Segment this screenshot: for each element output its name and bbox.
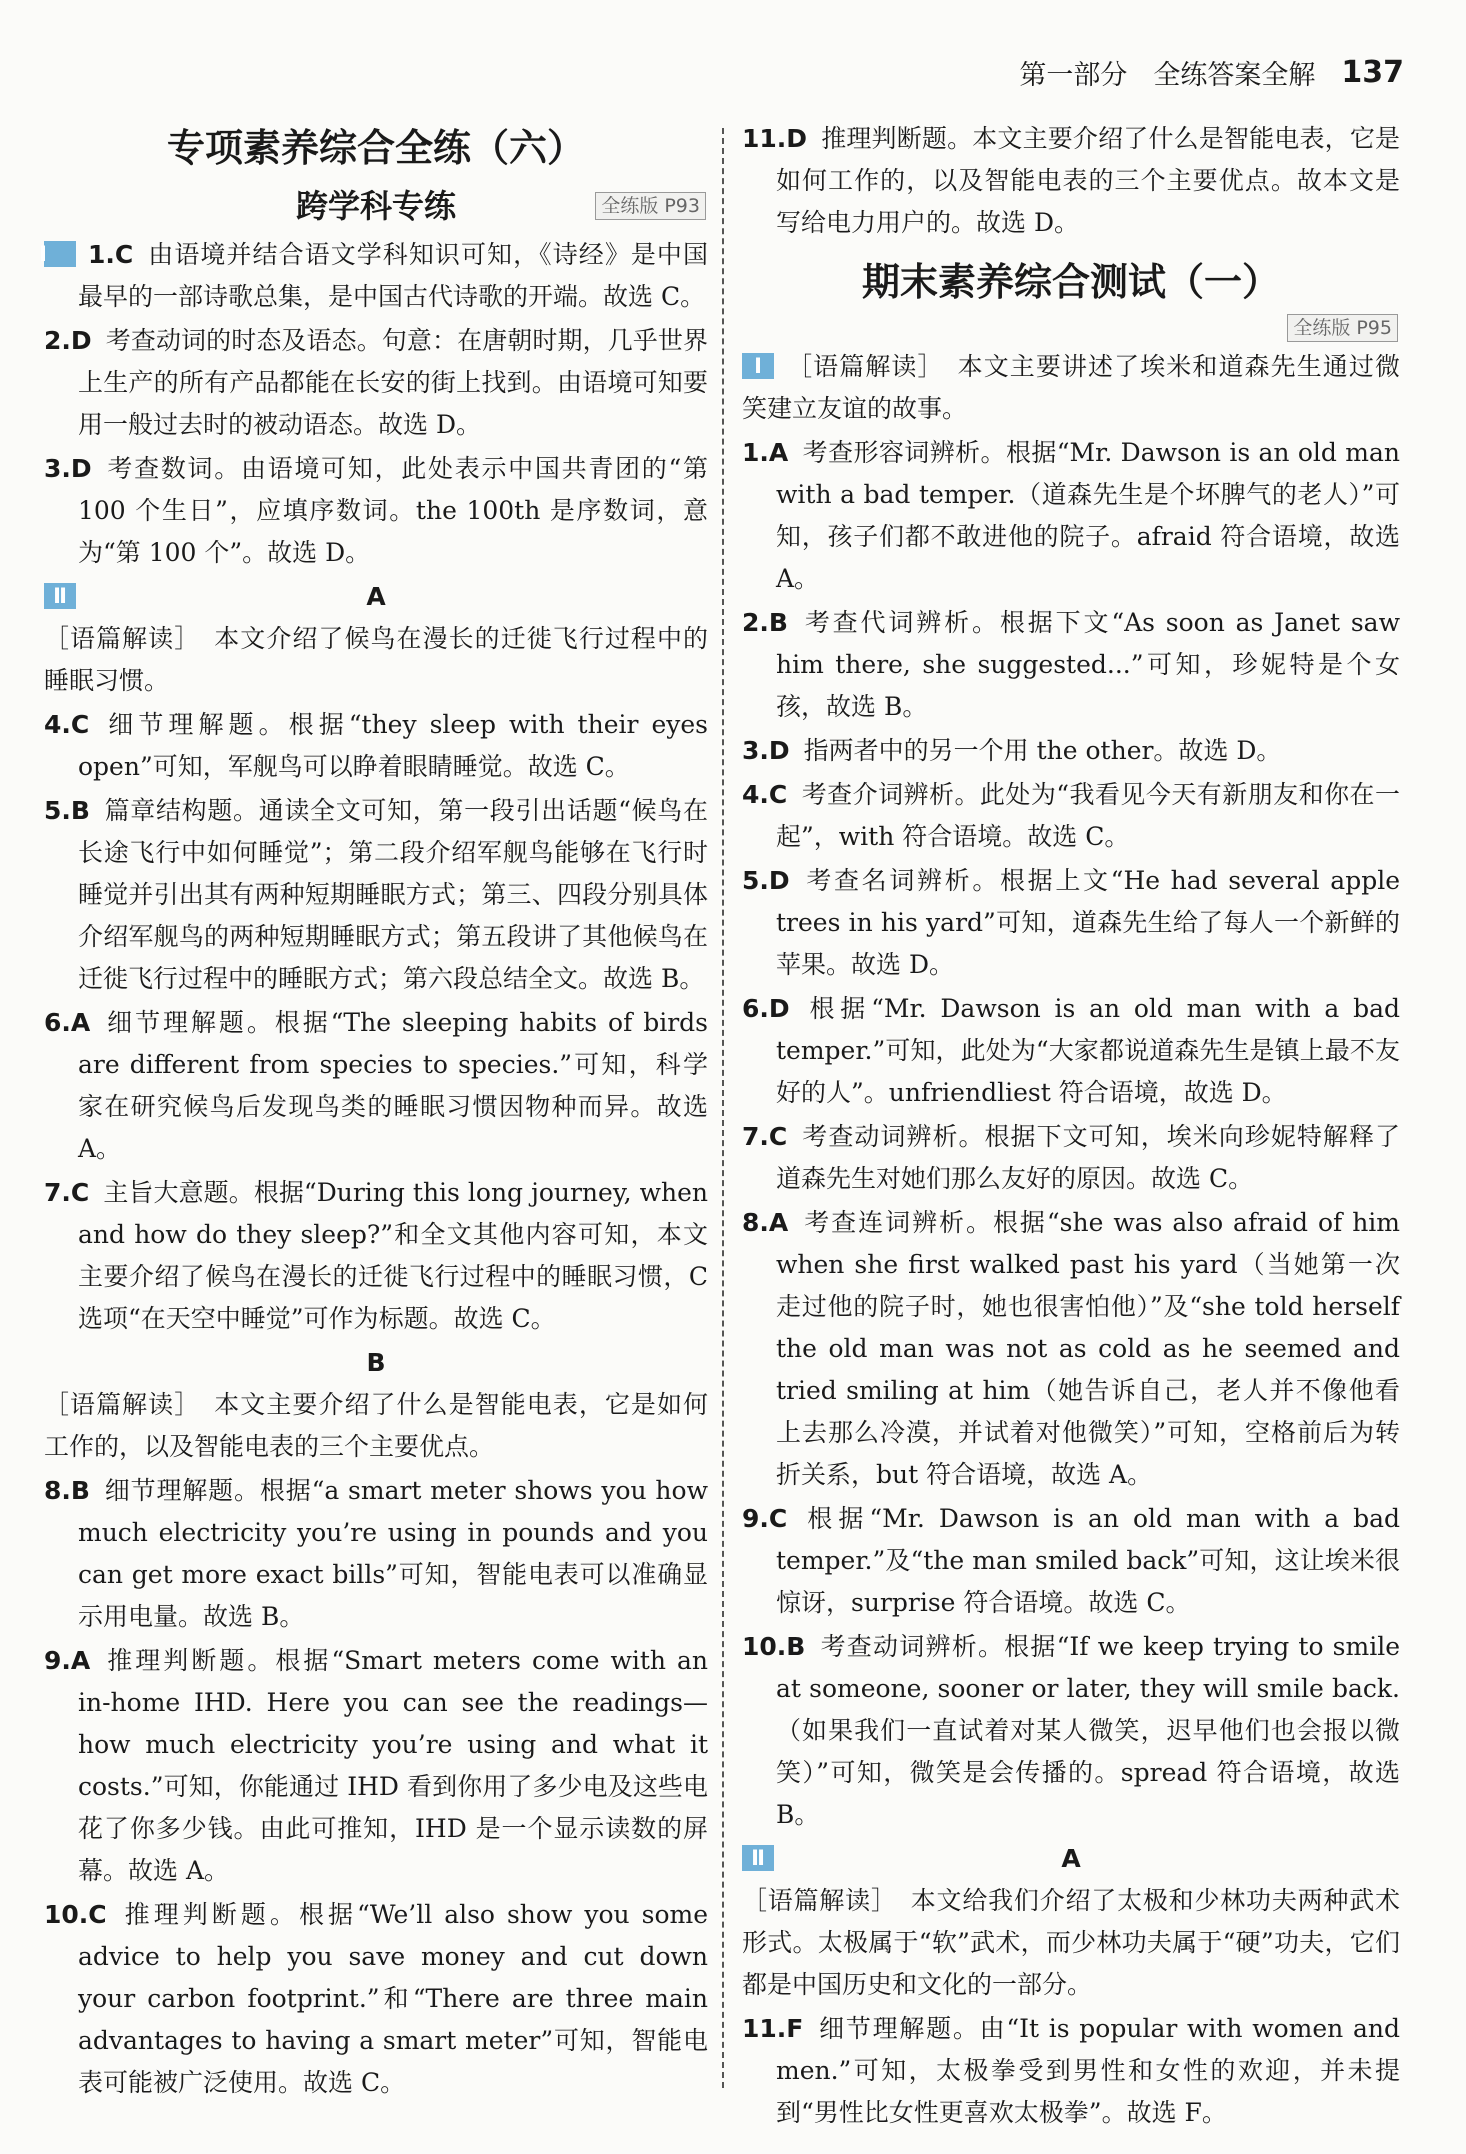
answer-number: 8.B	[44, 1476, 90, 1505]
answer-number: 9.C	[742, 1504, 788, 1533]
reading-label: ［语篇解读］	[786, 352, 944, 381]
answer-number: 7.C	[742, 1122, 788, 1151]
column-divider	[722, 128, 724, 2088]
answer-number: 4.C	[742, 780, 788, 809]
answer-number: 6.D	[742, 994, 790, 1023]
left-subtitle: 跨学科专练	[295, 187, 456, 225]
answer-item	[742, 774, 1400, 858]
left-column	[39, 118, 708, 2106]
answer-number: 10.B	[742, 1632, 806, 1661]
answer-item	[44, 448, 708, 574]
answer-item	[44, 704, 708, 788]
page-number: 137	[1341, 54, 1404, 90]
answer-number: 2.B	[742, 608, 788, 637]
answer-item	[742, 730, 1400, 772]
section-line-2	[44, 576, 708, 618]
header-section: 全练答案全解	[1153, 59, 1316, 91]
reading-summary-1	[742, 346, 1400, 430]
answer-text: 考查动词的时态及语态。句意：在唐朝时期，几乎世界上生产的所有产品都能在长安的街上找到。由语境可知要用一般过去时的被动语态。故选 D。	[78, 326, 708, 439]
answer-item	[44, 1640, 708, 1892]
answer-item	[44, 1002, 708, 1170]
answer-item	[742, 1202, 1400, 1496]
section-marker-2: Ⅱ	[742, 1845, 774, 1871]
answer-text: 推理判断题。根据“We’ll also show you some advice to help you save money and cut down your carbon footprint.”和“There are three main advantages to having a smart meter”可知，智能电表可能被广泛使用。故选 C。	[78, 1900, 708, 2097]
section-marker-1: Ⅰ	[44, 241, 76, 267]
answer-text: 考查动词辨析。根据“If we keep trying to smile at someone, sooner or later, they will smile back.（如果我们一直试着对某人微笑，迟早他们也会报以微笑）”可知，微笑是会传播的。spread 符合语境，故选 B。	[776, 1632, 1400, 1829]
answer-text: 根据“Mr. Dawson is an old man with a bad temper.”可知，此处为“大家都说道森先生是镇上最不友好的人”。unfriendliest 符合语境，故选 D。	[776, 994, 1400, 1107]
answer-text: 考查连词辨析。根据“she was also afraid of him when she first walked past his yard（当她第一次走过他的院子时，她也很害怕他）”及“she told herself the old man was not as cold as he seemed and tried smiling at him（她告诉自己，老人并不像他看上去那么冷漠，并试着对他微笑）”可知，空格前后为转折关系，but 符合语境，故选 A。	[776, 1208, 1400, 1489]
answer-item	[742, 602, 1400, 728]
answer-number: 4.C	[44, 710, 90, 739]
section-marker-1: Ⅰ	[742, 353, 774, 379]
passage-letter-a: A	[1061, 1844, 1081, 1873]
answer-number: 1.C	[88, 240, 134, 269]
right-page-tag: 全练版 P95	[1287, 314, 1398, 342]
answer-number: 9.A	[44, 1646, 91, 1675]
reading-text: 本文给我们介绍了太极和少林功夫两种武术形式。太极属于“软”武术，而少林功夫属于“硬”功夫，它们都是中国历史和文化的一部分。	[742, 1886, 1400, 1999]
reading-summary-b	[44, 1384, 708, 1468]
answer-text: 篇章结构题。通读全文可知，第一段引出话题“候鸟在长途飞行中如何睡觉”；第二段介绍军舰鸟能够在飞行时睡觉并引出其有两种短期睡眠方式；第三、四段分别具体介绍军舰鸟的两种短期睡眠方式；第五段讲了其他候鸟在迁徙飞行过程中的睡眠方式；第六段总结全文。故选 B。	[78, 796, 708, 993]
answer-text: 推理判断题。根据“Smart meters come with an in-home IHD. Here you can see the readings—how much electricity you’re using and what it costs.”可知，你能通过 IHD 看到你用了多少电及这些电花了你多少钱。由此可推知，IHD 是一个显示读数的屏幕。故选 A。	[78, 1646, 708, 1885]
section-line-2	[742, 1838, 1400, 1880]
reading-text: 本文介绍了候鸟在漫长的迁徙飞行过程中的睡眠习惯。	[44, 624, 708, 695]
answer-item	[742, 860, 1400, 986]
reading-text: 本文主要讲述了埃米和道森先生通过微笑建立友谊的故事。	[742, 352, 1400, 423]
answer-item	[742, 2008, 1400, 2134]
reading-label: ［语篇解读］	[742, 1886, 897, 1915]
page-header	[1019, 52, 1404, 92]
reading-text: 本文主要介绍了什么是智能电表，它是如何工作的，以及智能电表的三个主要优点。	[44, 1390, 708, 1461]
left-title: 专项素养综合全练（六）	[166, 126, 585, 170]
right-title: 期末素养综合测试（一）	[861, 260, 1280, 304]
answer-number: 3.D	[742, 736, 790, 765]
answer-text: 考查名词辨析。根据上文“He had several apple trees in his yard”可知，道森先生给了每人一个新鲜的苹果。故选 D。	[776, 866, 1400, 979]
answer-number: 5.D	[742, 866, 790, 895]
passage-letter-b: B	[366, 1348, 386, 1377]
answer-number: 8.A	[742, 1208, 789, 1237]
answer-item	[742, 1498, 1400, 1624]
answer-number: 7.C	[44, 1178, 90, 1207]
reading-label: ［语篇解读］	[44, 1390, 201, 1419]
answer-text: 细节理解题。根据“The sleeping habits of birds are different from species to species.”可知，科学家在研究候鸟后发现鸟类的睡眠习惯因物种而异。故选 A。	[78, 1008, 708, 1163]
answer-number: 11.D	[742, 124, 808, 153]
answer-number: 11.F	[742, 2014, 804, 2043]
answer-number: 6.A	[44, 1008, 91, 1037]
answer-text: 细节理解题。由“It is popular with women and men.”可知，太极拳受到男性和女性的欢迎，并未提到“男性比女性更喜欢太极拳”。故选 F。	[776, 2014, 1400, 2127]
answer-number: 5.B	[44, 796, 90, 825]
answer-number: 3.D	[44, 454, 92, 483]
answer-text: 考查代词辨析。根据下文“As soon as Janet saw him there, she suggested...”可知，珍妮特是个女孩，故选 B。	[776, 608, 1400, 721]
passage-letter-a: A	[366, 582, 386, 611]
answer-number: 10.C	[44, 1900, 107, 1929]
answer-text: 考查动词辨析。根据下文可知，埃米向珍妮特解释了道森先生对她们那么友好的原因。故选 C。	[776, 1122, 1400, 1193]
answer-text: 根据“Mr. Dawson is an old man with a bad temper.”及“the man smiled back”可知，这让埃米很惊讶，surprise 符合语境。故选 C。	[776, 1504, 1400, 1617]
answer-item	[44, 790, 708, 1000]
header-part: 第一部分	[1019, 59, 1128, 91]
answer-number: 2.D	[44, 326, 92, 355]
answer-text: 考查数词。由语境可知，此处表示中国共青团的“第 100 个生日”，应填序数词。the 100th 是序数词，意为“第 100 个”。故选 D。	[78, 454, 708, 567]
answer-item	[39, 234, 708, 318]
answer-item	[44, 320, 708, 446]
answer-text: 由语境并结合语文学科知识可知，《诗经》是中国最早的一部诗歌总集，是中国古代诗歌的开端。故选 C。	[78, 240, 708, 311]
answer-text: 细节理解题。根据“a smart meter shows you how much electricity you’re using in pounds and you can get more exact bills”可知，智能电表可以准确显示用电量。故选 B。	[78, 1476, 708, 1631]
answer-item	[742, 432, 1400, 600]
answer-text: 推理判断题。本文主要介绍了什么是智能电表，它是如何工作的，以及智能电表的三个主要优点。故本文是写给电力用户的。故选 D。	[776, 124, 1400, 237]
answer-text: 考查介词辨析。此处为“我看见今天有新朋友和你在一起”，with 符合语境。故选 C。	[776, 780, 1400, 851]
answer-text: 指两者中的另一个用 the other。故选 D。	[803, 736, 1282, 765]
answer-item	[44, 1894, 708, 2104]
section-marker-2: Ⅱ	[44, 583, 76, 609]
answer-item	[44, 1172, 708, 1340]
answer-item	[742, 1116, 1400, 1200]
answer-item	[742, 988, 1400, 1114]
answer-text: 考查形容词辨析。根据“Mr. Dawson is an old man with a bad temper.（道森先生是个坏脾气的老人）”可知，孩子们都不敢进他的院子。afraid 符合语境，故选 A。	[776, 438, 1400, 593]
reading-summary-a	[44, 618, 708, 702]
answer-item	[742, 1626, 1400, 1836]
answer-item	[44, 1470, 708, 1638]
left-page-tag: 全练版 P93	[595, 192, 706, 220]
answer-text: 细节理解题。根据“they sleep with their eyes open”可知，军舰鸟可以睁着眼睛睡觉。故选 C。	[78, 710, 708, 781]
answer-text: 主旨大意题。根据“During this long journey, when and how do they sleep?”和全文其他内容可知，本文主要介绍了候鸟在漫长的迁徙飞行过程中的睡眠习惯，C 选项“在天空中睡觉”可作为标题。故选 C。	[78, 1178, 708, 1333]
reading-summary-a	[742, 1880, 1400, 2006]
answer-number: 1.A	[742, 438, 789, 467]
reading-label: ［语篇解读］	[44, 624, 201, 653]
right-column	[742, 118, 1400, 2136]
answer-item	[742, 118, 1400, 244]
